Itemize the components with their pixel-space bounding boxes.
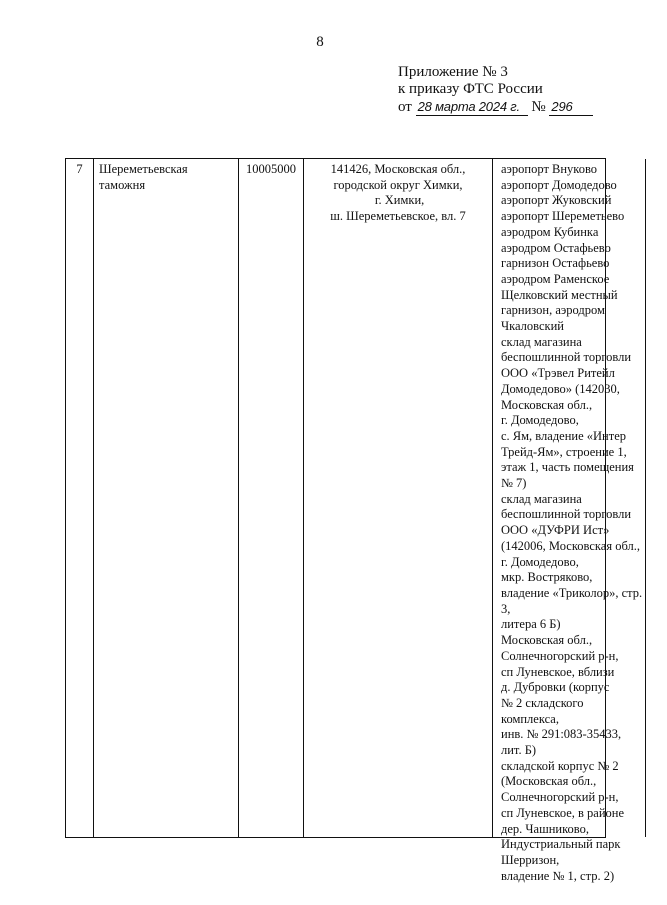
column-extra: [645, 159, 667, 837]
column-number: [66, 159, 93, 837]
appendix-header: [398, 64, 618, 116]
column-address: [303, 159, 492, 837]
column-customs-name: [93, 159, 238, 837]
customs-code: 10005000: [246, 162, 296, 176]
column-places: [492, 159, 645, 883]
order-number-handwritten: 296: [549, 98, 593, 116]
date-prefix: от: [398, 99, 412, 115]
page-number: 8: [316, 34, 324, 50]
places-list: аэропорт Внуково аэропорт Домодедово аэропорт Жуковский аэропорт Шереметьево аэродром Кубинка аэродром Остафьево гарнизон Остафьево аэродром Раменское Щелковский местный гарнизон, аэродром Чкаловский склад магазина беспошлинной торговли ООО «Трэвел Ритейл Домодедово» (142030, Московская обл., г. Домодедово, с. Ям, владение «Интер Трейд-Ям», строение 1, этаж 1, часть помещения № 7) склад магазина беспошлинной торговли ООО «ДУФРИ Ист» (142006, Московская обл., г. Домодедово, мкр. Востряково, владение «Триколор», стр. 3, литера 6 Б) Московская обл., Солнечногорский р-н, сп Луневское, вблизи д. Дубровки (корпус № 2 складского комплекса, инв. № 291:083-35433, лит. Б) складской корпус № 2 (Московская обл., Солнечногорский р-н, сп Луневское, в районе дер. Чашниково, Индустриальный парк Шерризон, владение № 1, стр. 2): [501, 162, 643, 883]
row-number: 7: [76, 162, 83, 176]
column-code: [238, 159, 303, 837]
extra-cell: [646, 159, 667, 162]
order-date-line: [398, 98, 618, 116]
customs-table: [65, 158, 643, 883]
order-date-handwritten: 28 марта 2024 г.: [416, 98, 528, 116]
appendix-title: Приложение № 3: [398, 64, 508, 80]
order-reference: к приказу ФТС России: [398, 81, 543, 97]
customs-address: 141426, Московская обл., городской округ Химки, г. Химки, ш. Шереметьевское, вл. 7: [330, 162, 466, 224]
number-prefix: №: [531, 99, 546, 115]
customs-name: Шереметьевская таможня: [99, 162, 191, 192]
